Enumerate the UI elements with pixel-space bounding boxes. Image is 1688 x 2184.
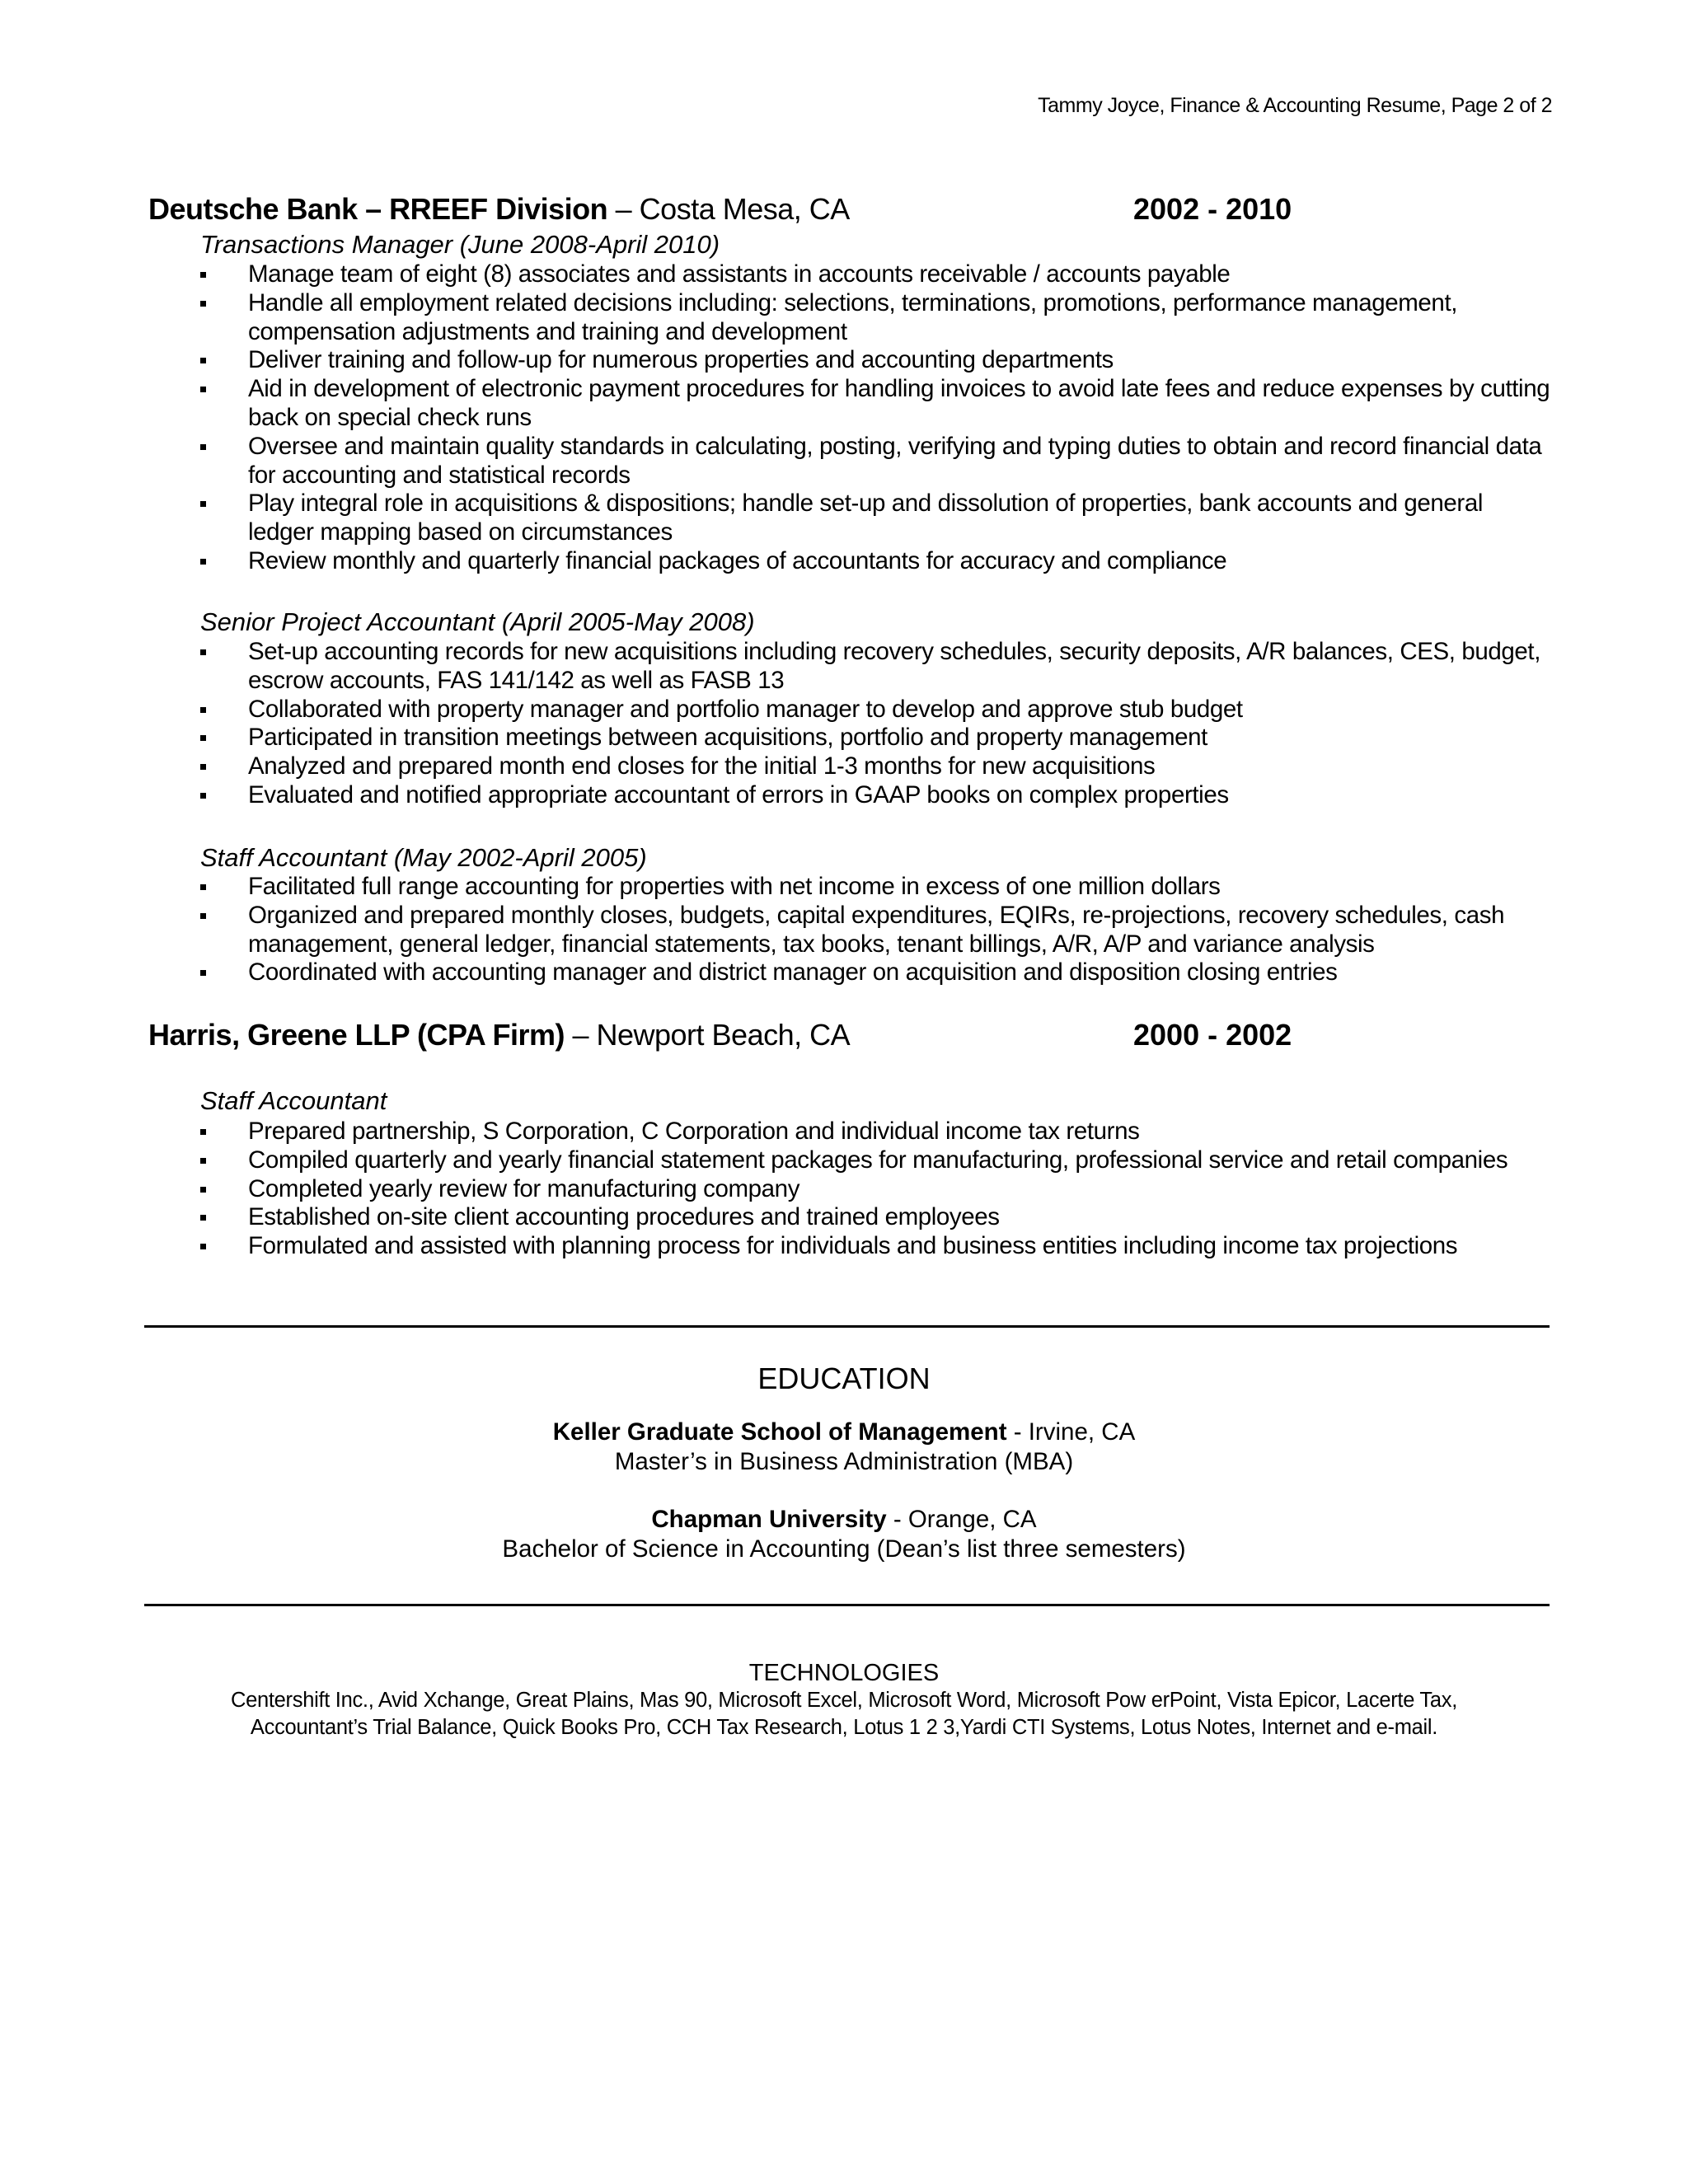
bullet-item: Play integral role in acquisitions & dispositions; handle set-up and dissolution of properties, bank accounts and general ledger mapping based on circumstances (200, 490, 1552, 547)
degree-line: Master’s in Business Administration (MBA) (614, 1448, 1074, 1475)
bullet-item: Formulated and assisted with planning process for individuals and business entities including income tax projections (200, 1232, 1552, 1261)
technologies-line: Accountant’s Trial Balance, Quick Books Pro, CCH Tax Research, Lotus 1 2 3,Yardi CTI Systems, Lotus Notes, Internet and e-mail. (250, 1716, 1438, 1739)
section-divider (144, 1604, 1550, 1606)
bullet-item: Participated in transition meetings between acquisitions, portfolio and property management (200, 724, 1552, 752)
employer-location: – Costa Mesa, CA (607, 192, 850, 226)
employer-heading (148, 1018, 1550, 1054)
job-bullets (200, 260, 1552, 576)
job-bullets (200, 1118, 1552, 1261)
bullet-item: Evaluated and notified appropriate accountant of errors in GAAP books on complex properties (200, 781, 1552, 810)
job-title: Senior Project Accountant (April 2005-May 2008) (200, 607, 755, 636)
bullet-item: Aid in development of electronic payment procedures for handling invoices to avoid late fees and reduce expenses by cutting back on special check runs (200, 375, 1552, 433)
employer-years: 2002 - 2010 (1133, 192, 1292, 226)
job-title: Staff Accountant (May 2002-April 2005) (200, 843, 647, 872)
job-bullets (200, 638, 1552, 810)
bullet-item: Deliver training and follow-up for numerous properties and accounting departments (200, 346, 1552, 375)
employer-name: Harris, Greene LLP (CPA Firm) (148, 1018, 565, 1052)
bullet-item: Coordinated with accounting manager and district manager on acquisition and disposition closing entries (200, 958, 1552, 987)
bullet-item: Established on-site client accounting procedures and trained employees (200, 1203, 1552, 1232)
technologies-line: Centershift Inc., Avid Xchange, Great Plains, Mas 90, Microsoft Excel, Microsoft Word, Microsoft Pow erPoint, Vista Epicor, Lacerte Tax, (231, 1689, 1457, 1712)
bullet-item: Compiled quarterly and yearly financial statement packages for manufacturing, professional service and retail companies (200, 1146, 1552, 1175)
school-line (0, 1505, 1688, 1535)
employer-name: Deutsche Bank – RREEF Division (148, 192, 608, 226)
school-line (0, 1418, 1688, 1447)
employer-location: – Newport Beach, CA (564, 1018, 851, 1052)
education-title: EDUCATION (757, 1361, 931, 1395)
bullet-item: Set-up accounting records for new acquisitions including recovery schedules, security deposits, A/R balances, CES, budget, escrow accounts, FAS 141/142 as well as FASB 13 (200, 638, 1552, 696)
bullet-item: Prepared partnership, S Corporation, C Corporation and individual income tax returns (200, 1118, 1552, 1146)
education-section (0, 1361, 1688, 1564)
bullet-item: Completed yearly review for manufacturing company (200, 1175, 1552, 1204)
running-header: Tammy Joyce, Finance & Accounting Resume, Page 2 of 2 (1038, 94, 1552, 117)
section-divider (144, 1325, 1550, 1328)
bullet-item: Organized and prepared monthly closes, budgets, capital expenditures, EQIRs, re-projections, recovery schedules, cash management, general ledger, financial statements, tax books, tenant billings, A/R, A/P and variance analysis (200, 902, 1552, 959)
job-title: Staff Accountant (200, 1086, 387, 1115)
bullet-item: Analyzed and prepared month end closes for the initial 1-3 months for new acquisitions (200, 752, 1552, 781)
technologies-title: TECHNOLOGIES (748, 1660, 940, 1686)
school-location: - Orange, CA (886, 1506, 1037, 1533)
school-location: - Irvine, CA (1006, 1418, 1136, 1446)
school-name: Chapman University (651, 1506, 887, 1533)
bullet-item: Handle all employment related decisions including: selections, terminations, promotions, performance management, compensation adjustments and training and development (200, 289, 1552, 347)
bullet-item: Review monthly and quarterly financial packages of accountants for accuracy and compliance (200, 547, 1552, 576)
employer-years: 2000 - 2002 (1133, 1018, 1292, 1052)
technologies-section (0, 1660, 1688, 1741)
employer-heading (148, 192, 1550, 228)
school-name: Keller Graduate School of Management (552, 1418, 1007, 1446)
job-title: Transactions Manager (June 2008-April 2010) (200, 230, 720, 259)
degree-line: Bachelor of Science in Accounting (Dean’s list three semesters) (502, 1535, 1186, 1563)
bullet-item: Oversee and maintain quality standards in calculating, posting, verifying and typing duties to obtain and record financial data for accounting and statistical records (200, 433, 1552, 490)
job-bullets (200, 873, 1552, 987)
bullet-item: Collaborated with property manager and portfolio manager to develop and approve stub budget (200, 696, 1552, 724)
bullet-item: Manage team of eight (8) associates and assistants in accounts receivable / accounts payable (200, 260, 1552, 289)
bullet-item: Facilitated full range accounting for properties with net income in excess of one million dollars (200, 873, 1552, 902)
